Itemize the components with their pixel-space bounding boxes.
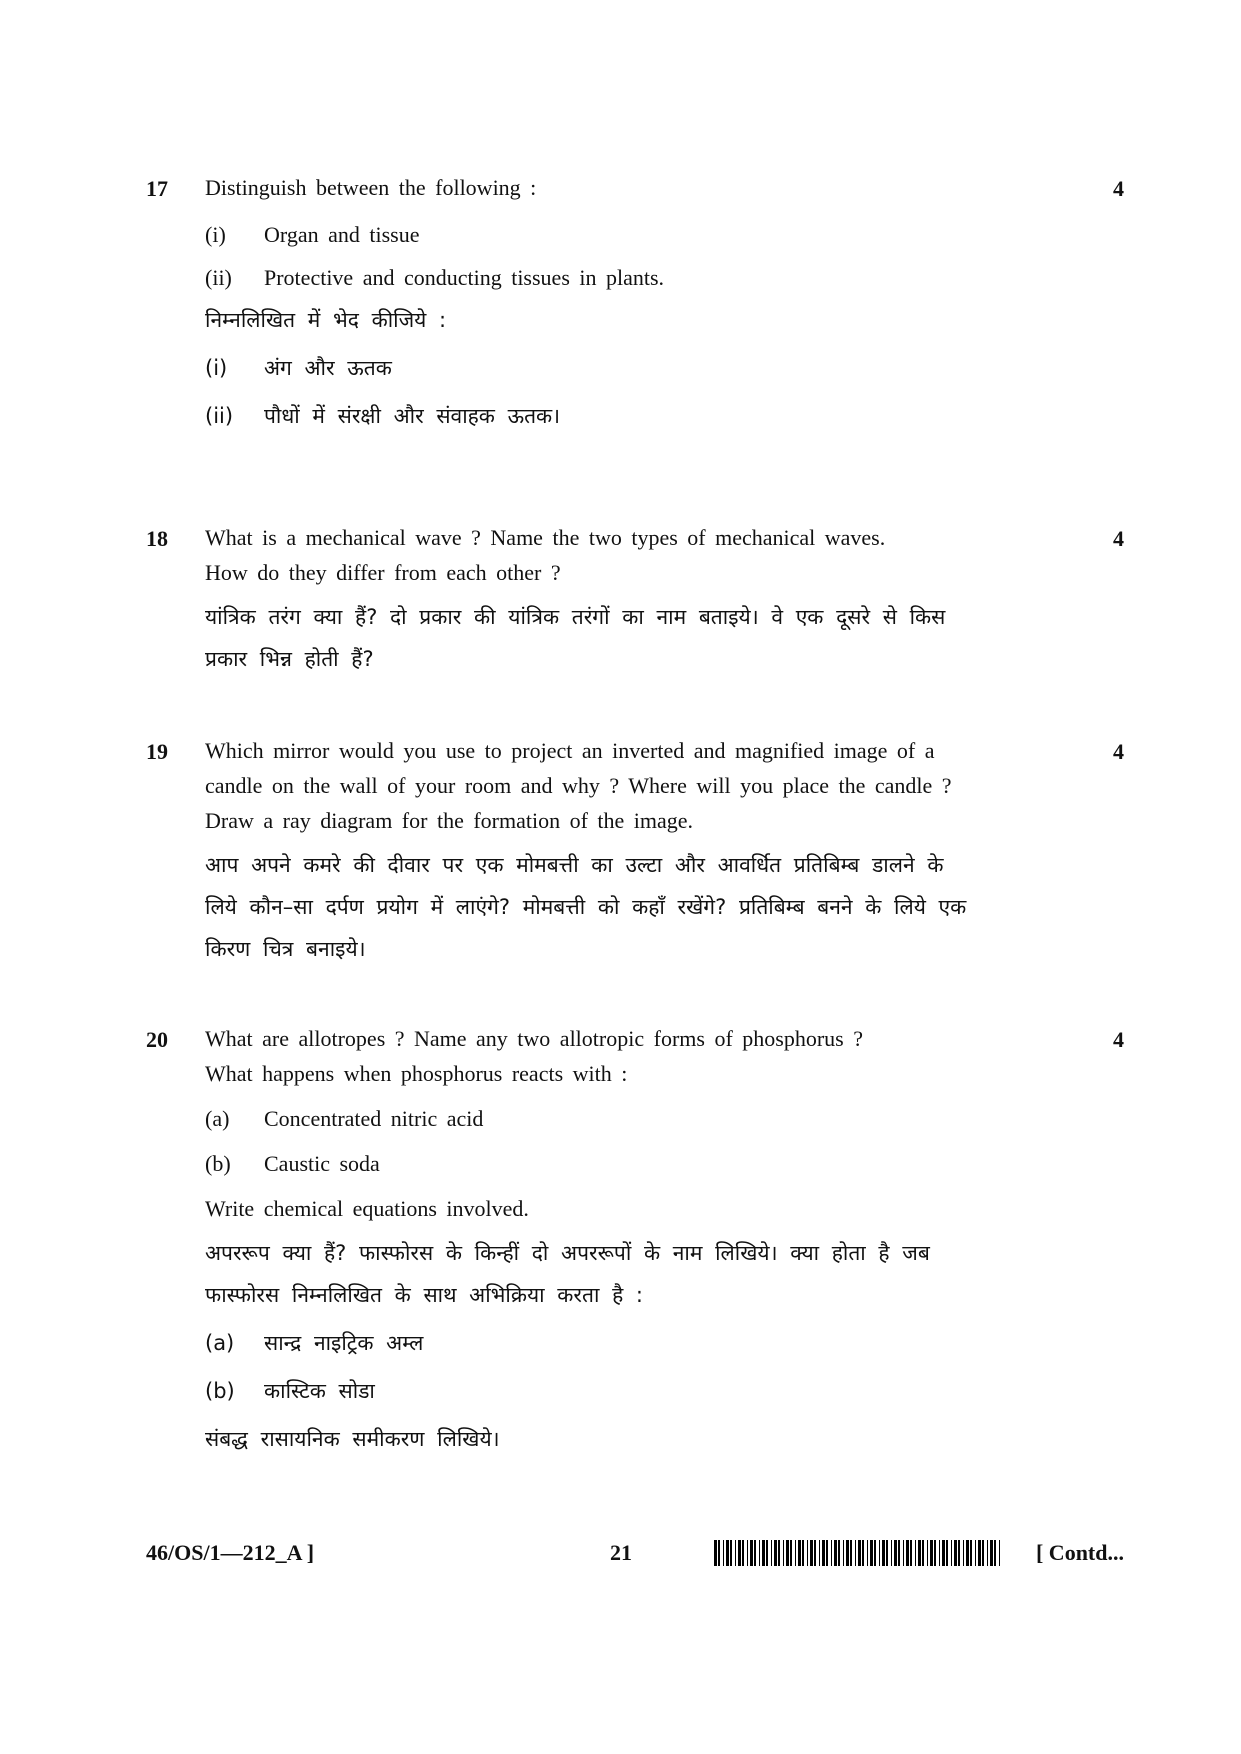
question-text-hi: आप अपने कमरे की दीवार पर एक मोमबत्ती का उल्टा और आवर्धित प्रतिबिम्ब डालने के [205, 853, 944, 877]
question-text-hi: किरण चित्र बनाइये। [205, 937, 366, 961]
question-text-hi: संबद्ध रासायनिक समीकरण लिखिये। [205, 1427, 500, 1451]
question-marks: 4 [1113, 176, 1124, 201]
barcode-icon [714, 1540, 1000, 1566]
continued-label: [ Contd... [1035, 1540, 1124, 1565]
question-17 [146, 176, 1124, 437]
sub-item-en: (b) Caustic soda [205, 1151, 380, 1176]
question-text-en: candle on the wall of your room and why ? Where will you place the candle ? [205, 773, 952, 798]
question-text-hi: लिये कौन–सा दर्पण प्रयोग में लाएंगे? मोमबत्ती को कहाँ रखेंगे? प्रतिबिम्ब बनने के लिये एक [205, 895, 967, 919]
question-number: 20 [146, 1027, 168, 1052]
question-text-en: What is a mechanical wave ? Name the two types of mechanical waves. [205, 525, 886, 550]
page-number: 21 [610, 1540, 632, 1565]
question-text-hi: निम्नलिखित में भेद कीजिये : [205, 308, 447, 332]
sub-item-en: (ii) Protective and conducting tissues in plants. [205, 265, 665, 290]
question-number: 18 [146, 526, 168, 551]
question-marks: 4 [1113, 526, 1124, 551]
sub-item-en: (i) Organ and tissue [205, 222, 420, 247]
question-text-hi: फास्फोरस निम्नलिखित के साथ अभिक्रिया करता है : [205, 1283, 643, 1307]
question-20 [146, 1027, 1124, 1460]
question-number: 19 [146, 739, 168, 764]
question-text-en: Which mirror would you use to project an inverted and magnified image of a [205, 738, 935, 763]
question-text-en: Draw a ray diagram for the formation of the image. [205, 808, 694, 833]
paper-code: 46/OS/1—212_A ] [146, 1540, 315, 1565]
question-text-en: Distinguish between the following : [205, 175, 537, 200]
question-marks: 4 [1113, 1027, 1124, 1052]
question-19 [146, 739, 1124, 970]
question-text-hi: अपररूप क्या हैं? फास्फोरस के किन्हीं दो अपररूपों के नाम लिखिये। क्या होता है जब [205, 1241, 930, 1265]
page-footer [146, 1540, 1124, 1570]
question-text-hi: यांत्रिक तरंग क्या हैं? दो प्रकार की यांत्रिक तरंगों का नाम बताइये। वे एक दूसरे से किस [205, 605, 946, 629]
question-text-en: How do they differ from each other ? [205, 560, 561, 585]
question-number: 17 [146, 176, 168, 201]
question-marks: 4 [1113, 739, 1124, 764]
question-text-en: What are allotropes ? Name any two allotropic forms of phosphorus ? [205, 1026, 863, 1051]
question-text-en: What happens when phosphorus reacts with : [205, 1061, 628, 1086]
question-text-en: Write chemical equations involved. [205, 1196, 529, 1221]
sub-item-hi: (i) अंग और ऊतक [205, 356, 392, 380]
sub-item-hi: (b) कास्टिक सोडा [205, 1379, 375, 1403]
sub-item-hi: (a) सान्द्र नाइट्रिक अम्ल [205, 1331, 424, 1355]
question-18 [146, 526, 1124, 680]
question-text-hi: प्रकार भिन्न होती हैं? [205, 647, 374, 671]
sub-item-hi: (ii) पौधों में संरक्षी और संवाहक ऊतक। [205, 404, 561, 428]
sub-item-en: (a) Concentrated nitric acid [205, 1106, 484, 1131]
